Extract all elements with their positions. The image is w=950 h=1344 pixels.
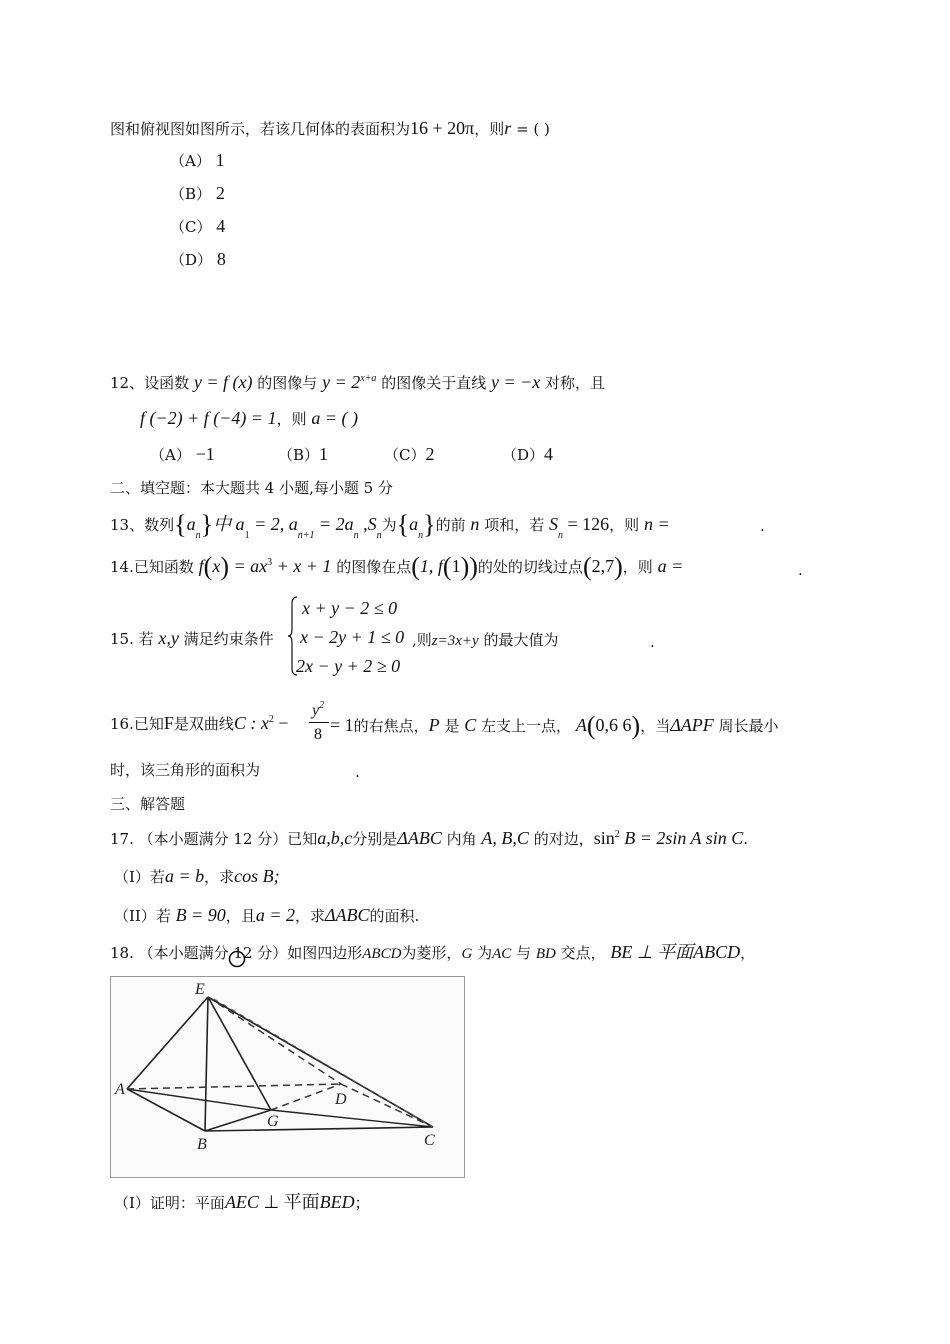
text: 时，该三角形的面积为 — [110, 761, 261, 779]
q17-eq: B = 2sin A sin C — [619, 828, 744, 848]
text: 为 — [381, 516, 397, 534]
paren-close: ) — [614, 552, 623, 581]
text: ，求 — [294, 907, 325, 925]
vertex-label-a: A — [115, 1081, 125, 1098]
q18-abcd: ABCD — [362, 946, 402, 962]
vertex-label-b: B — [197, 1136, 207, 1153]
q11-option-b — [170, 183, 225, 204]
option-label: （B） — [170, 185, 212, 203]
subscript-n1: n+1 — [297, 530, 315, 541]
option-label: （B） — [278, 446, 320, 464]
option-value: 1 — [215, 150, 225, 170]
q16-minus: − — [273, 713, 289, 733]
option-label: （A） — [170, 152, 211, 170]
edge-ed-hidden — [208, 997, 341, 1084]
subscript-n: n — [353, 530, 359, 541]
text: 项和，若 — [484, 516, 545, 534]
q13-line — [110, 510, 670, 541]
q13-a1: 中 a — [213, 514, 245, 534]
text: 的图像与 — [257, 374, 318, 392]
q17-triangle: ΔABC — [397, 828, 442, 848]
q14-line — [110, 554, 683, 580]
q16-line1 — [110, 713, 289, 737]
q17-line1 — [110, 828, 748, 852]
q18-AC: AC — [492, 946, 512, 962]
option-value: 2 — [425, 444, 435, 464]
text: 的图像关于直线 — [381, 374, 487, 392]
q13-n: n — [470, 514, 480, 534]
q15-end-dot: . — [650, 633, 655, 651]
q14-point-b: 1 — [451, 556, 461, 576]
text: 与 — [516, 944, 532, 962]
q15-prefix-line — [110, 628, 274, 649]
q11-option-a — [170, 150, 225, 171]
text: 的对边， — [533, 830, 594, 848]
text: ； — [354, 1194, 370, 1212]
q13-ask: n = — [643, 514, 670, 534]
q11-option-c — [170, 216, 225, 237]
q14-eq: = ax — [229, 556, 268, 576]
pyramid-figure — [110, 976, 465, 1178]
vertex-label-c: C — [424, 1132, 435, 1149]
q16-line1-rest — [330, 711, 779, 740]
q16-prefix: 16.已知 — [110, 715, 164, 733]
paren-open: ( — [586, 711, 596, 740]
q17-part2-label: （II）若 — [114, 907, 171, 925]
paren-open: ( — [203, 552, 213, 581]
text: 的面积. — [369, 907, 420, 925]
q16-frac-bar — [309, 722, 329, 723]
q12-line1 — [110, 372, 605, 396]
q13-an-eq: = 2a — [314, 514, 354, 534]
q13-a1-eq: = 2, a — [249, 514, 298, 534]
q17-part2-a: a = 2 — [255, 905, 295, 925]
exponent-2: 2 — [319, 700, 325, 711]
edge-bc — [205, 1127, 433, 1131]
q16-eq: = 1 — [330, 715, 354, 735]
option-value: 2 — [215, 183, 225, 203]
subscript-n: n — [195, 530, 201, 541]
q16-curve: C : x — [233, 713, 269, 733]
q12-option-c — [384, 444, 434, 465]
q12-y-expr: y = 2 — [322, 372, 361, 392]
text: ， — [740, 944, 756, 962]
q12-option-b — [278, 444, 328, 465]
text: 为菱形， — [401, 944, 462, 962]
q18-part1-bed: BED — [319, 1192, 355, 1212]
q18-perp: BE ⊥ 平面ABCD — [610, 942, 741, 962]
seq-a: a — [409, 514, 419, 534]
text: 是双曲线 — [173, 715, 234, 733]
q17-sin: sin — [593, 828, 615, 848]
option-label: （C） — [384, 446, 426, 464]
q12-prefix: 12、设函数 — [110, 374, 190, 392]
paren-close: ) — [631, 711, 641, 740]
q18-prefix: 18. （本小题满分 12 分）如图四边形 — [110, 944, 363, 962]
option-value: −1 — [195, 444, 215, 464]
q17-abc: a,b,c — [317, 828, 353, 848]
text: 为 — [477, 944, 493, 962]
text: 的最大值为 — [483, 631, 559, 649]
subscript-n: n — [557, 530, 563, 541]
text: ,则 — [412, 631, 432, 649]
vertex-label-g: G — [267, 1113, 279, 1130]
q14-end-dot: . — [798, 561, 803, 579]
q14-f: f — [198, 556, 204, 576]
q11-area: 16 + 20π — [410, 118, 475, 138]
edge-ad-hidden — [127, 1084, 341, 1089]
q12-line-expr: y = −x — [490, 372, 541, 392]
vertex-label-d: D — [335, 1091, 347, 1108]
q12-f-expr: y = f (x) — [193, 372, 253, 392]
q17-part1-cond: a = b — [164, 866, 205, 886]
paren-close: ) — [220, 552, 229, 581]
text: 左支上一点， — [481, 717, 572, 735]
text: ，当 — [640, 717, 671, 735]
q11-stem: 图和俯视图如图所示，若该几何体的表面积为 — [110, 120, 411, 138]
edge-dc-hidden — [341, 1084, 433, 1127]
q11-var: r — [504, 118, 512, 138]
exponent-2: 2 — [614, 829, 620, 840]
q12-ask: a = ( ) — [311, 408, 359, 428]
exponent-2: 2 — [268, 714, 274, 725]
option-value: 8 — [216, 249, 226, 269]
text: ，则 — [622, 558, 653, 576]
text: 满足约束条件 — [183, 630, 274, 648]
q16-C: C — [464, 715, 477, 735]
edge-gd-hidden — [271, 1084, 341, 1110]
q17-part1 — [114, 866, 280, 887]
seq-a: a — [186, 514, 196, 534]
q11-option-d — [170, 249, 226, 270]
q11-stem-line — [110, 118, 550, 139]
vertex-label-e: E — [195, 981, 205, 998]
edge-ea — [127, 997, 208, 1089]
text: ，则 — [276, 410, 307, 428]
option-label: （C） — [170, 218, 212, 236]
q14-ask: a = — [657, 556, 684, 576]
option-value: 4 — [216, 216, 226, 236]
q15-vars: x,y — [158, 628, 179, 648]
text: 交点， — [560, 944, 606, 962]
q16-coord: 0,6 6 — [595, 715, 632, 735]
text: 是 — [444, 717, 460, 735]
q17-part1-label: （I）若 — [114, 868, 165, 886]
q16-line2 — [110, 760, 260, 780]
q15-constraint-1: x + y − 2 ≤ 0 — [302, 598, 398, 618]
q17-prefix: 17. （本小题满分 12 分）已知 — [110, 830, 318, 848]
brace-close: } — [200, 510, 214, 539]
text: 周长最小 — [718, 717, 779, 735]
q18-part1-label: （I）证明：平面 — [114, 1194, 225, 1212]
q15-prefix: 15. 若 — [110, 630, 154, 648]
q18-part1 — [114, 1192, 370, 1213]
option-label: （A） — [150, 446, 191, 464]
q14-point2: 2,7 — [591, 556, 615, 576]
q16-frac-den: 8 — [314, 726, 322, 743]
q15-constraint-3: 2x − y + 2 ≥ 0 — [296, 656, 401, 676]
q12-exponent: x+a — [360, 373, 377, 384]
edge-ag — [127, 1089, 271, 1110]
q17-angles: A, B,C — [481, 828, 529, 848]
edge-eg — [208, 997, 271, 1110]
text: 分别是 — [352, 830, 398, 848]
q17-part2-cond: B = 90 — [175, 905, 226, 925]
q15-constraint-2: x − 2y + 1 ≤ 0 — [300, 627, 405, 647]
subscript-n: n — [418, 530, 424, 541]
q16-frac-num — [312, 701, 324, 723]
text: 的右焦点， — [353, 717, 429, 735]
paren-open: ( — [582, 552, 592, 581]
q16-A: A — [575, 715, 587, 735]
q16-end-dot: . — [355, 763, 360, 781]
edge-eb — [205, 997, 208, 1131]
q11-tail-post: = ( ) — [511, 120, 550, 138]
paren-open: ( — [411, 552, 420, 581]
text: ，且 — [225, 907, 256, 925]
q14-rest: + x + 1 — [272, 556, 332, 576]
paren-open: ( — [442, 552, 452, 581]
q12-option-a — [150, 444, 215, 465]
q18-part1-aec: AEC — [224, 1192, 259, 1212]
q13-prefix: 13、数列 — [110, 516, 175, 534]
section-fill-in-heading: 二、填空题：本大题共 4 小题,每小题 5 分 — [110, 479, 393, 497]
q18-BD: BD — [535, 946, 556, 962]
pyramid-diagram — [111, 977, 464, 1177]
option-label: （D） — [170, 251, 213, 269]
section-solutions-heading: 三、解答题 — [110, 795, 186, 813]
text: 的处的切线过点 — [477, 558, 583, 576]
q12-line2 — [140, 408, 358, 429]
q16-numerator: y — [312, 702, 320, 719]
text: 内角 — [446, 830, 477, 848]
text: 对称，且 — [545, 374, 606, 392]
q18-G: G — [461, 946, 473, 962]
text: 的图像在点 — [336, 558, 412, 576]
exponent-3: 3 — [267, 557, 273, 568]
pen-mark-circle-icon — [228, 950, 246, 968]
q12-option-d — [502, 444, 553, 465]
brace-close: } — [423, 510, 436, 539]
paren-close: )) — [460, 552, 478, 581]
q17-part2-triangle: ΔABC — [324, 905, 370, 925]
q13-end-dot: . — [760, 517, 765, 535]
q16-triangle: ΔAPF — [670, 715, 714, 735]
q18-part1-perp: ⊥ 平面 — [258, 1192, 320, 1212]
option-label: （D） — [502, 446, 545, 464]
text: 的前 — [435, 516, 466, 534]
q11-tail-pre: ，则 — [474, 120, 505, 138]
q13-sn-eq: = 126 — [562, 514, 610, 534]
q18-line1 — [110, 942, 755, 964]
subscript-n: n — [376, 530, 382, 541]
option-value: 1 — [319, 444, 329, 464]
q14-prefix: 14.已知函数 — [110, 558, 194, 576]
q14-x: x — [212, 556, 221, 576]
text: . — [743, 830, 749, 848]
subscript-1: 1 — [244, 530, 250, 541]
q17-part1-cos: cos B; — [234, 866, 280, 886]
q13-sn: S — [548, 514, 558, 534]
text: ，则 — [609, 516, 640, 534]
edge-bg — [205, 1110, 271, 1131]
q13-s: ,S — [358, 514, 377, 534]
q16-F: F — [163, 713, 174, 733]
brace-open: { — [396, 510, 410, 539]
q14-point-a: 1, f — [419, 556, 443, 576]
q16-P: P — [428, 715, 440, 735]
q15-tail — [412, 630, 558, 651]
q12-condition: f (−2) + f (−4) = 1 — [140, 408, 277, 428]
q17-part2 — [114, 905, 419, 926]
q15-objective: z=3x+y — [431, 633, 479, 649]
text: ，求 — [204, 868, 235, 886]
option-value: 4 — [544, 444, 554, 464]
brace-open: { — [174, 510, 187, 539]
